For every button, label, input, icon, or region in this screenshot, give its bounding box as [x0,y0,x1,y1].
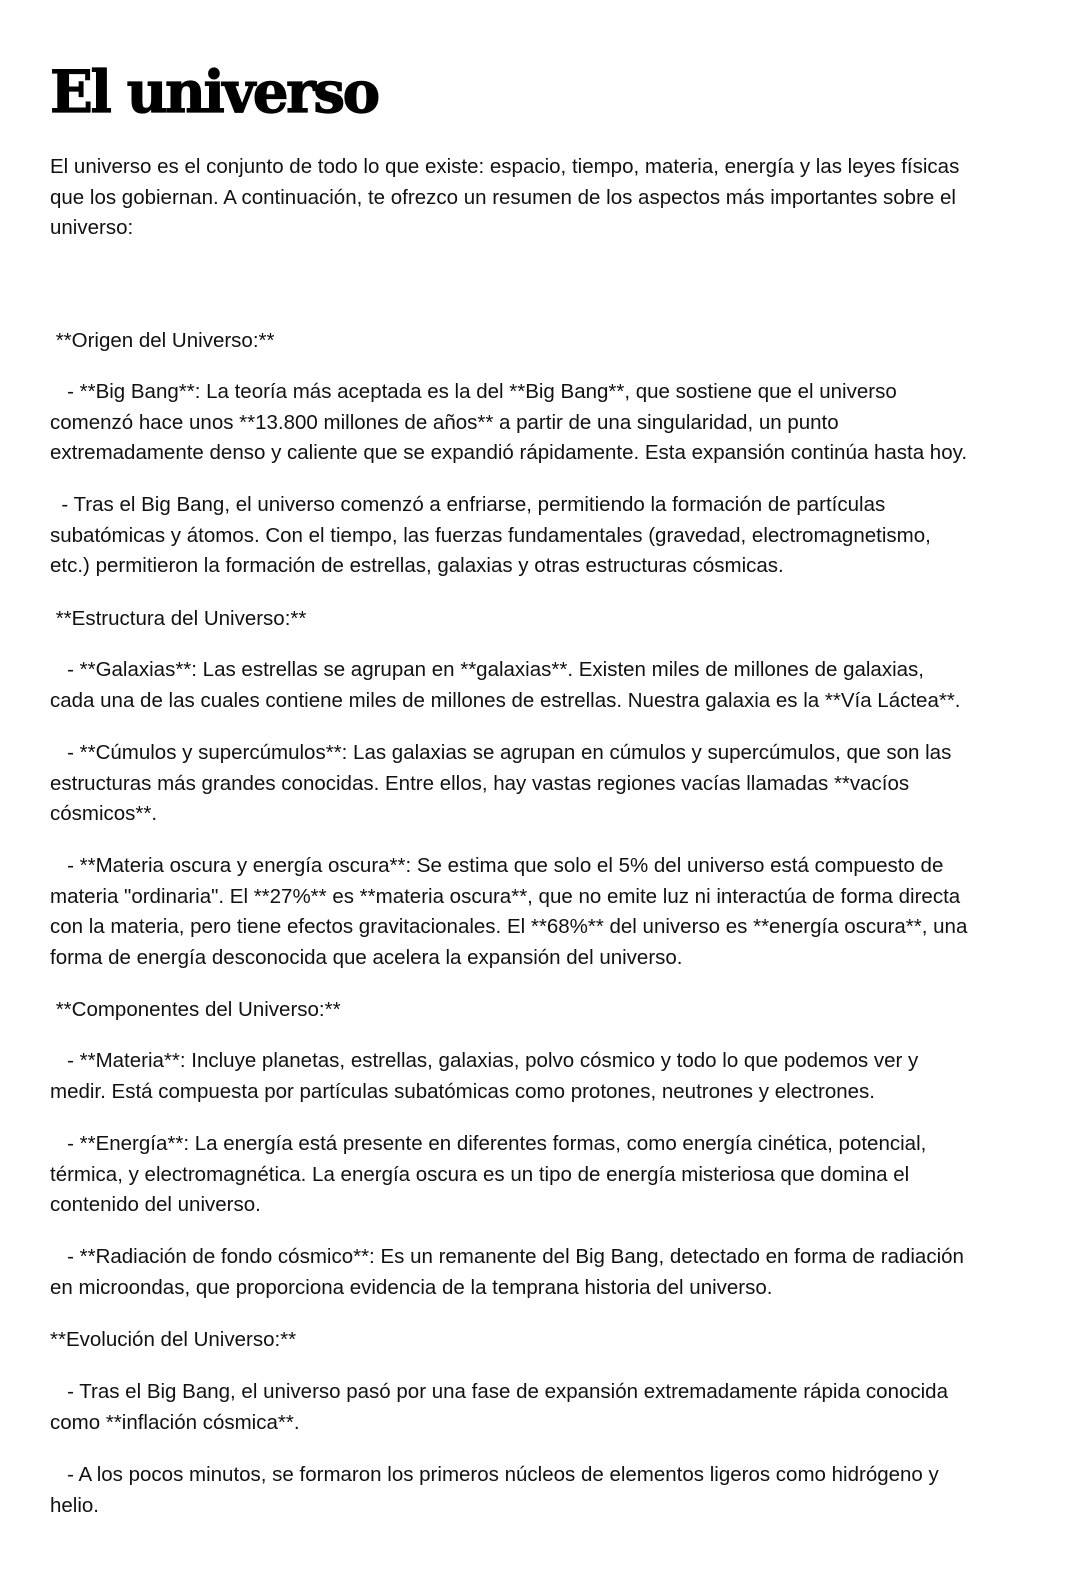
text-line: térmica, y electromagnética. La energía oscura es un tipo de energía misteriosa que domina el [50,1162,910,1186]
text-line: forma de energía desconocida que acelera la expansión del universo. [50,945,683,969]
text-line: - **Cúmulos y supercúmulos**: Las galaxias se agrupan en cúmulos y supercúmulos, que son las [50,741,952,764]
heading-text: **Componentes del Universo:** [50,998,341,1021]
text-line: - **Materia oscura y energía oscura**: Se estima que solo el 5% del universo está compuesto de [50,854,944,877]
text-line: - **Radiación de fondo cósmico**: Es un remanente del Big Bang, detectado en forma de radiación [50,1245,964,1268]
text-line: - Tras el Big Bang, el universo comenzó a enfriarse, permitiendo la formación de partículas [50,493,886,516]
text-line: extremadamente denso y caliente que se expandió rápidamente. Esta expansión continúa hasta hoy. [50,441,968,464]
text-line: comenzó hace unos **13.800 millones de años** a partir de una singularidad, un punto [50,410,839,434]
text-line: - **Materia**: Incluye planetas, estrellas, galaxias, polvo cósmico y todo lo que podemos ver y [50,1049,919,1072]
heading-text: **Estructura del Universo:** [50,607,307,630]
text-line: - A los pocos minutos, se formaron los primeros núcleos de elementos ligeros como hidrógeno y [50,1463,939,1486]
text-line: cósmicos**. [50,802,158,825]
text-line: - **Big Bang**: La teoría más aceptada es la del **Big Bang**, que sostiene que el universo [50,380,897,403]
heading-text: **Origen del Universo:** [50,329,275,352]
text-line: medir. Está compuesta por partículas subatómicas como protones, neutrones y electrones. [50,1079,875,1103]
text-line: universo: [50,216,134,239]
page-title: El universo [50,58,378,126]
text-line: que los gobiernan. A continuación, te ofrezco un resumen de los aspectos más importantes sobre el [50,185,956,209]
intro-paragraph [50,152,959,244]
text-line: - Tras el Big Bang, el universo pasó por una fase de expansión extremadamente rápida conocida [50,1380,948,1403]
text-line: helio. [50,1493,100,1517]
heading-text: **Evolución del Universo:** [50,1328,297,1351]
text-line: - **Energía**: La energía está presente en diferentes formas, como energía cinética, potencial, [50,1132,927,1155]
bullet-nucleos [50,1399,939,1582]
text-line: materia "ordinaria". El **27%** es **materia oscura**, que no emite luz ni interactúa de forma directa [50,884,961,908]
text-line: contenido del universo. [50,1193,261,1216]
text-line: en microondas, que proporciona evidencia de la temprana historia del universo. [50,1275,773,1299]
text-line: con la materia, pero tiene efectos gravitacionales. El **68%** del universo es **energía oscura**, una [50,915,968,938]
text-line: cada una de las cuales contiene miles de millones de estrellas. Nuestra galaxia es la **Vía Láctea**. [50,688,961,712]
text-line: El universo es el conjunto de todo lo que existe: espacio, tiempo, materia, energía y las leyes físicas [50,155,960,178]
text-line: subatómicas y átomos. Con el tiempo, las fuerzas fundamentales (gravedad, electromagnetismo, [50,523,931,547]
text-line: como **inflación cósmica**. [50,1410,300,1434]
text-line: estructuras más grandes conocidas. Entre ellos, hay vastas regiones vacías llamadas **vacíos [50,771,910,795]
text-line: etc.) permitieron la formación de estrellas, galaxias y otras estructuras cósmicas. [50,554,784,577]
text-line: - **Galaxias**: Las estrellas se agrupan en **galaxias**. Existen miles de millones de galaxias, [50,658,924,681]
